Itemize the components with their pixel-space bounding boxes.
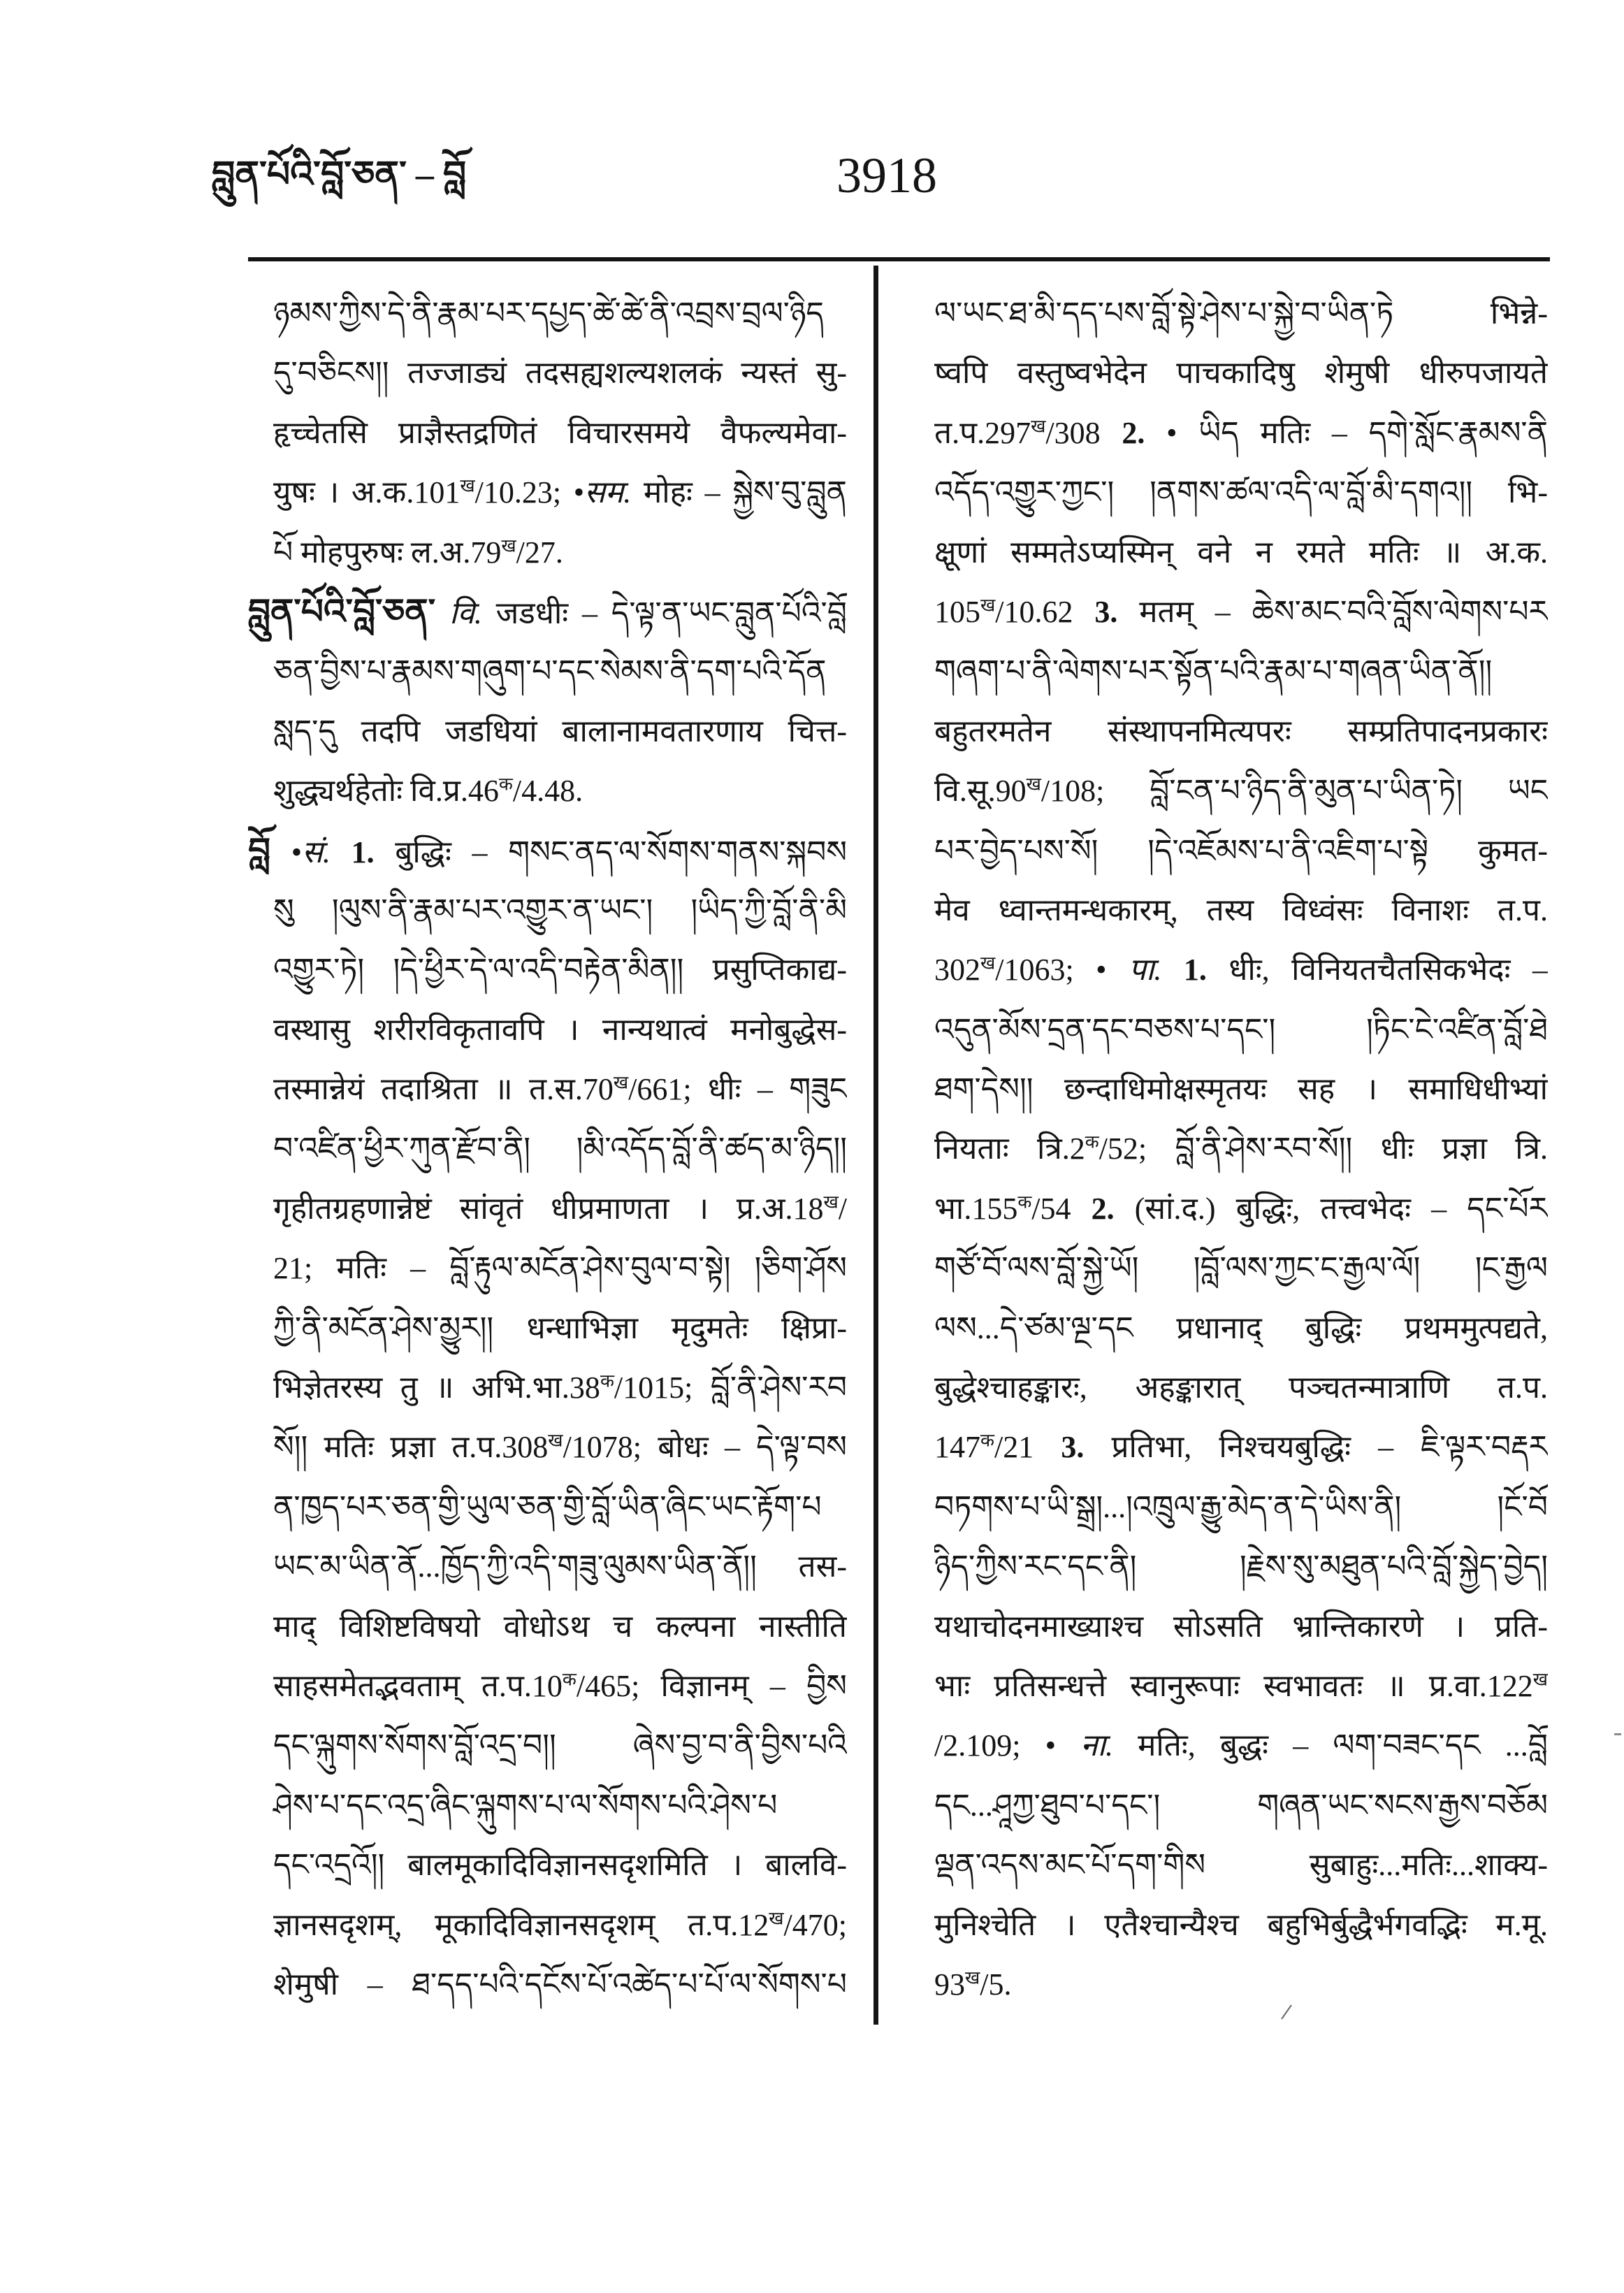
text-line (248, 1477, 847, 1537)
text-run: པོ मोहपुरुषः ल.अ.79 (273, 535, 502, 570)
text-run: 93 (934, 1967, 965, 2002)
text-run (435, 596, 449, 630)
text-run: དང...ཤཱཀྱ་ཐུབ་པ་དང་། གཞན་ཡང་སངས་རྒྱས་བཅོམ (934, 1788, 1548, 1823)
text-run: नियताः त्रि.2 (934, 1131, 1085, 1166)
text-run: ལས...དེ་ཙམ་ལྔ་དང प्रधानाद् बुद्धिः प्रथममुत्पद्यते, (934, 1310, 1548, 1345)
text-run: སླད་དུ तदपि जडधियां बालानामवतारणाय चित्त- (273, 714, 847, 748)
text-line (934, 1955, 1548, 2014)
text-line (934, 1835, 1548, 1895)
text-line (248, 1597, 847, 1656)
headword: བླུན་པོའི་བློ་ཅན་ (248, 591, 436, 631)
text-line (248, 1179, 847, 1238)
text-line (934, 702, 1548, 761)
text-line (934, 1895, 1548, 1955)
text-run: /108; བློ་ངན་པ་ཉིད་ནི་མུན་པ་ཡིན་ཏེ། ཡང (1041, 774, 1548, 809)
sense-number: 3. (1061, 1430, 1085, 1465)
text-run: /1015; བློ་ནི་ཤེས་རབ (614, 1370, 847, 1405)
text-run: /1078; बोधः – དེ་ལྟ་བས (563, 1430, 847, 1465)
text-run: /21 (994, 1430, 1061, 1465)
text-run: • ཡིད मतिः – དགེ་སློང་རྣམས་ནི (1145, 415, 1548, 450)
text-line (934, 1358, 1548, 1417)
text-run: /465; विज्ञानम् – བྱིས (576, 1668, 847, 1703)
text-line (934, 821, 1548, 881)
text-run: /27. (516, 535, 563, 570)
running-head: བླུན་པོའི་བློ་ཅན་ – བློ (212, 155, 467, 195)
text-run: ཅན་བྱིས་པ་རྣམས་གཞུག་པ་དང་སེམས་ནི་དག་པའི་དོན (273, 654, 827, 689)
text-run: དུ་བཅིངས།། तज्जाड्यं तदसह्यशल्यशलकं न्यस्तं सु- (273, 356, 847, 391)
text-run: ཡང་མ་ཡིན་ནོ...ཁྱོད་ཀྱི་འདི་གཟུ་ལུམས་ཡིན་ནོ།། तस- (273, 1549, 847, 1584)
text-run: ཉམས་ཀྱིས་དེ་ནི་རྣམ་པར་དཔྱད་ཚེ་ཚེ་ནི་འབྲས་བྲལ་ཉིད (273, 296, 824, 331)
text-run: /10.62 (995, 594, 1095, 629)
text-line (934, 523, 1548, 582)
folio-side-marker: ख (980, 953, 996, 974)
text-run: माद् विशिष्टविषयो वोधोऽथ च कल्पना नास्तीति (273, 1609, 847, 1644)
folio-side-marker: क (498, 774, 513, 795)
text-line (248, 1059, 847, 1119)
text-line (248, 702, 847, 761)
text-run: भिज्ञेतरस्य तु ॥ अभि.भा.38 (273, 1370, 600, 1405)
text-line (934, 1477, 1548, 1537)
text-run: /5. (980, 1967, 1012, 2002)
text-run: शेमुषी – ཐ་དད་པའི་དངོས་པོ་འཚེད་པ་པོ་ལ་སོགས་པ (273, 1967, 847, 2002)
text-run: मेव ध्वान्तमन्धकारम्, तस्य विध्वंसः विनाशः त.प. (934, 892, 1548, 927)
text-run: (सां.द.) बुद्धिः, तत्त्वभेदः – དང་པོར (1114, 1191, 1548, 1226)
text-line (248, 1238, 847, 1298)
text-line (934, 1656, 1548, 1716)
text-run: 21; मतिः – བློ་རྟུལ་མངོན་ཤེས་བུལ་བ་སྟེ། །ཅིག་ཤོས (273, 1251, 847, 1286)
folio-side-marker: क (1017, 1192, 1032, 1213)
text-run: तस्मान्नेयं तदाश्रिता ॥ त.स.70 (273, 1072, 614, 1107)
text-line (934, 1716, 1548, 1775)
text-run: साहसमेतद्भवताम् त.प.10 (273, 1668, 563, 1703)
folio-side-marker: क (600, 1370, 614, 1391)
text-run: འདོད་འགྱུར་ཀྱང་། །ནགས་ཚལ་འདི་ལ་བློ་མི་དགའ།། भि- (934, 475, 1548, 510)
folio-side-marker: ख (980, 595, 996, 616)
folio-side-marker: ख (460, 475, 475, 496)
text-run: བ་འཛིན་ཕྱིར་ཀུན་རྫོབ་ནི། །མི་འདོད་བློ་ནི་ཚད་མ་ཉིད།། (273, 1131, 847, 1166)
text-line (934, 284, 1548, 343)
text-line (248, 1955, 847, 2014)
text-run: /4.48. (512, 774, 583, 809)
text-line (248, 284, 847, 343)
text-line (248, 1776, 847, 1835)
text-line (934, 343, 1548, 403)
text-line (248, 1358, 847, 1417)
text-line (934, 761, 1548, 820)
text-line (248, 821, 847, 881)
text-run: शुद्ध्यर्थहेतोः वि.प्र.46 (273, 774, 499, 809)
text-run: बुद्धेश्चाहङ्कारः, अहङ्कारात् पञ्चतन्मात्राणि त.प. (934, 1370, 1548, 1405)
text-run: बहुतरमतेन संस्थापनमित्यपरः सम्प्रतिपादनप्रकारः (934, 714, 1548, 748)
text-run: 105 (934, 594, 980, 629)
text-line (248, 403, 847, 463)
folio-side-marker: ख (823, 1192, 839, 1213)
text-run: 147 (934, 1430, 980, 1465)
text-run: मोहः – སྐྱེས་བུ་བླུན (631, 475, 847, 510)
text-line (934, 582, 1548, 642)
text-run: • (270, 834, 303, 869)
text-line (248, 463, 847, 522)
grammar-label: ना. (1080, 1728, 1113, 1763)
grammar-label: सं. (302, 834, 331, 869)
text-line (248, 1119, 847, 1178)
text-run: འགྱུར་ཏེ། །དེ་ཕྱིར་དེ་ལ་འདི་བརྟེན་མིན།། प्रसुप्तिकाद्य- (273, 953, 847, 988)
text-run: गृहीतग्रहणान्नेष्टं सांवृतं धीप्रमाणता । प्र.अ.18 (273, 1191, 824, 1226)
text-line (934, 940, 1548, 999)
text-run: युषः । अ.क.101 (273, 475, 461, 510)
text-run: /54 (1031, 1191, 1092, 1226)
text-run: मुनिश्चेति । एतैश्चान्यैश्च बहुभिर्बुद्धैर्भगवद्भिः म.मू. (934, 1907, 1548, 1942)
text-line (934, 1417, 1548, 1477)
text-line (248, 582, 847, 642)
text-line (248, 343, 847, 403)
page-number: 3918 (836, 147, 937, 203)
text-line (934, 463, 1548, 522)
folio-side-marker: ख (769, 1907, 784, 1928)
text-line (934, 642, 1548, 701)
text-run: वि.सू.90 (934, 774, 1027, 809)
column-divider (873, 266, 878, 2025)
text-run: भा.155 (934, 1191, 1018, 1226)
text-line (934, 881, 1548, 940)
text-line (248, 881, 847, 940)
text-line (934, 1119, 1548, 1178)
right-column (934, 284, 1548, 2014)
text-run: हृच्चेतसि प्राज्ञैस्तद्रणितं विचारसमये वैफल्यमेवा- (273, 415, 847, 450)
text-line (248, 1835, 847, 1895)
text-line (248, 1716, 847, 1775)
text-line (248, 1895, 847, 1955)
folio-side-marker: ख (613, 1072, 629, 1093)
text-run: वस्थासु शरीरविकृतावपि । नान्यथात्वं मनोबुद्धेस- (273, 1012, 847, 1047)
text-run: གཞག་པ་ནི་ལེགས་པར་སྟོན་པའི་རྣམ་པ་གཞན་ཡིན་ནོ།། (934, 654, 1493, 689)
folio-side-marker: क (980, 1430, 994, 1451)
folio-side-marker: ख (1026, 774, 1041, 795)
left-column (248, 284, 847, 2014)
text-run: त.प.297 (934, 415, 1031, 450)
pen-mark (1277, 2003, 1296, 2021)
text-run: བཏགས་པ་ཡི་སྒྲ།...།འཁྲུལ་རྒྱུ་མེད་ན་དེ་ཡིས་ནི། །ངོ་བོ (934, 1489, 1548, 1524)
text-line (248, 1299, 847, 1358)
text-run: ཀྱི་ནི་མངོན་ཤེས་མྱུར།། धन्धाभिज्ञा मृदुमतेः क्षिप्रा- (273, 1310, 847, 1345)
text-run: 302 (934, 953, 980, 988)
text-run: ཤེས་པ་དང་འདྲ་ཞིང་ལྐུགས་པ་ལ་སོགས་པའི་ཤེས་པ (273, 1788, 778, 1823)
text-run: ཉིད་ཀྱིས་རང་དང་ནི། །རྗེས་སུ་མཐུན་པའི་བློ་སྐྱེད་བྱེད། (934, 1549, 1548, 1584)
text-line (934, 1776, 1548, 1835)
text-run: यथाचोदनमाख्याश्च सोऽसति भ्रान्तिकारणे । प्रति- (934, 1609, 1548, 1644)
text-run: སོ།། मतिः प्रज्ञा त.प.308 (273, 1430, 549, 1465)
text-run: སུ །ལུས་ནི་རྣམ་པར་འགྱུར་ན་ཡང་། །ཡིད་ཀྱི་བློ་ནི་མི (273, 892, 847, 927)
header-rule (248, 257, 1550, 261)
text-run: धीः, विनियतचैतसिकभेदः – (1206, 953, 1548, 988)
text-run: मतिः, बुद्धः – ལག་བཟང་དང ...བློ (1112, 1728, 1548, 1763)
text-line (248, 642, 847, 701)
folio-side-marker: ख (548, 1430, 563, 1451)
folio-side-marker: ख (1031, 416, 1046, 437)
folio-side-marker: ख (965, 1967, 980, 1988)
text-line (934, 1179, 1548, 1238)
text-run: बुद्धिः – གསང་ནད་ལ་སོགས་གནས་སྐབས (374, 834, 847, 869)
text-run: जडधीः – དེ་ལྟ་ན་ཡང་བླུན་པོའི་བློ (481, 595, 847, 630)
text-line (248, 1417, 847, 1477)
text-run: དང་ལྐུགས་སོགས་བློ་འདྲ་བ།། ཞེས་བྱ་བ་ནི་བྱིས་པའི (273, 1728, 847, 1763)
text-line (248, 523, 847, 582)
grammar-label: सम. (584, 475, 632, 510)
text-run: དང་འདྲའོ།། बालमूकादिविज्ञानसदृशमिति । बालवि- (273, 1848, 847, 1883)
text-line (934, 1000, 1548, 1059)
text-run: क्षूणां सम्मतेऽप्यस्मिन् वने न रमते मतिः ॥ अ.क. (934, 535, 1548, 570)
text-run: ष्वपि वस्तुष्वभेदेन पाचकादिषु शेमुषी धीरुपजायते (934, 356, 1548, 391)
text-line (248, 761, 847, 820)
text-run: ཐག་དེས།། छन्दाधिमोक्षस्मृतयः सह । समाधिधीभ्यां (934, 1072, 1548, 1107)
grammar-label: वि. (449, 595, 482, 630)
text-run (1161, 953, 1183, 987)
sense-number: 2. (1091, 1191, 1115, 1226)
text-run: भाः प्रतिसन्धत्ते स्वानुरूपाः स्वभावतः ॥ प्र.वा.122 (934, 1668, 1533, 1703)
text-run: /1063; • (995, 953, 1129, 988)
sense-number: 3. (1094, 594, 1118, 629)
text-run: ལྡན་འདས་མང་པོ་དག་གིས सुबाहुः...मतिः...शाक्य- (934, 1848, 1548, 1883)
text-line (934, 403, 1548, 463)
sense-number: 2. (1122, 415, 1145, 450)
headword: བློ (248, 830, 271, 870)
text-run: ན་ཁྱད་པར་ཅན་གྱི་ཡུལ་ཅན་གྱི་བློ་ཡིན་ཞིང་ཡང་རྟོག་པ (273, 1489, 822, 1524)
text-line (934, 1059, 1548, 1119)
text-line (248, 940, 847, 999)
sense-number: 1. (1183, 953, 1207, 988)
text-run: /470; (783, 1907, 847, 1942)
text-run: འདུན་མོས་དྲན་དང་བཅས་པ་དང་། །ཏིང་ངེ་འཛིན་བློ་ཐེ (934, 1012, 1548, 1047)
text-run: मतम् – ཆེས་མང་བའི་བློས་ལེགས་པར (1117, 594, 1548, 629)
text-run: /52; བློ་ནི་ཤེས་རབ་སོ།། धीः प्रज्ञा त्रि. (1099, 1131, 1548, 1166)
edge-mark (1614, 1733, 1621, 1735)
text-line (934, 1537, 1548, 1596)
text-line (248, 1537, 847, 1596)
text-run: ज्ञानसदृशम्, मूकादिविज्ञानसदृशम् त.प.12 (273, 1907, 769, 1942)
text-run: པར་བྱེད་པས་སོ། །དེ་འཇོམས་པ་ནི་འཇིག་པ་སྟེ कुमत- (934, 833, 1548, 868)
text-run (331, 835, 351, 869)
text-line (248, 1656, 847, 1716)
text-line (934, 1597, 1548, 1656)
folio-side-marker: ख (1532, 1669, 1548, 1690)
text-run: / (838, 1191, 847, 1226)
text-line (934, 1299, 1548, 1358)
text-line (248, 1000, 847, 1059)
text-run: /2.109; • (934, 1728, 1081, 1763)
sense-number: 1. (351, 834, 375, 869)
text-run: ལ་ཡང་ཐ་མི་དད་པས་བློ་སྟེ་ཤེས་པ་སྐྱེ་བ་ཡིན་ཏེ भिन्ने- (934, 296, 1548, 331)
text-run: གཙོ་བོ་ལས་བློ་སྐྱེ་ཡོ། །བློ་ལས་ཀྱང་ང་རྒྱལ་ལོ། །ང་རྒྱལ (934, 1251, 1548, 1286)
text-line (934, 1238, 1548, 1298)
text-run: /308 (1045, 415, 1122, 450)
grammar-label: पा. (1129, 953, 1162, 988)
text-run: /10.23; • (474, 475, 585, 510)
folio-side-marker: क (562, 1669, 577, 1690)
text-run: /661; धीः – གཟུང (628, 1072, 847, 1107)
folio-side-marker: ख (501, 535, 516, 556)
text-run: प्रतिभा, निश्चयबुद्धिः – ཇི་ལྟར་བརྡར (1084, 1430, 1548, 1465)
folio-side-marker: क (1085, 1131, 1099, 1152)
